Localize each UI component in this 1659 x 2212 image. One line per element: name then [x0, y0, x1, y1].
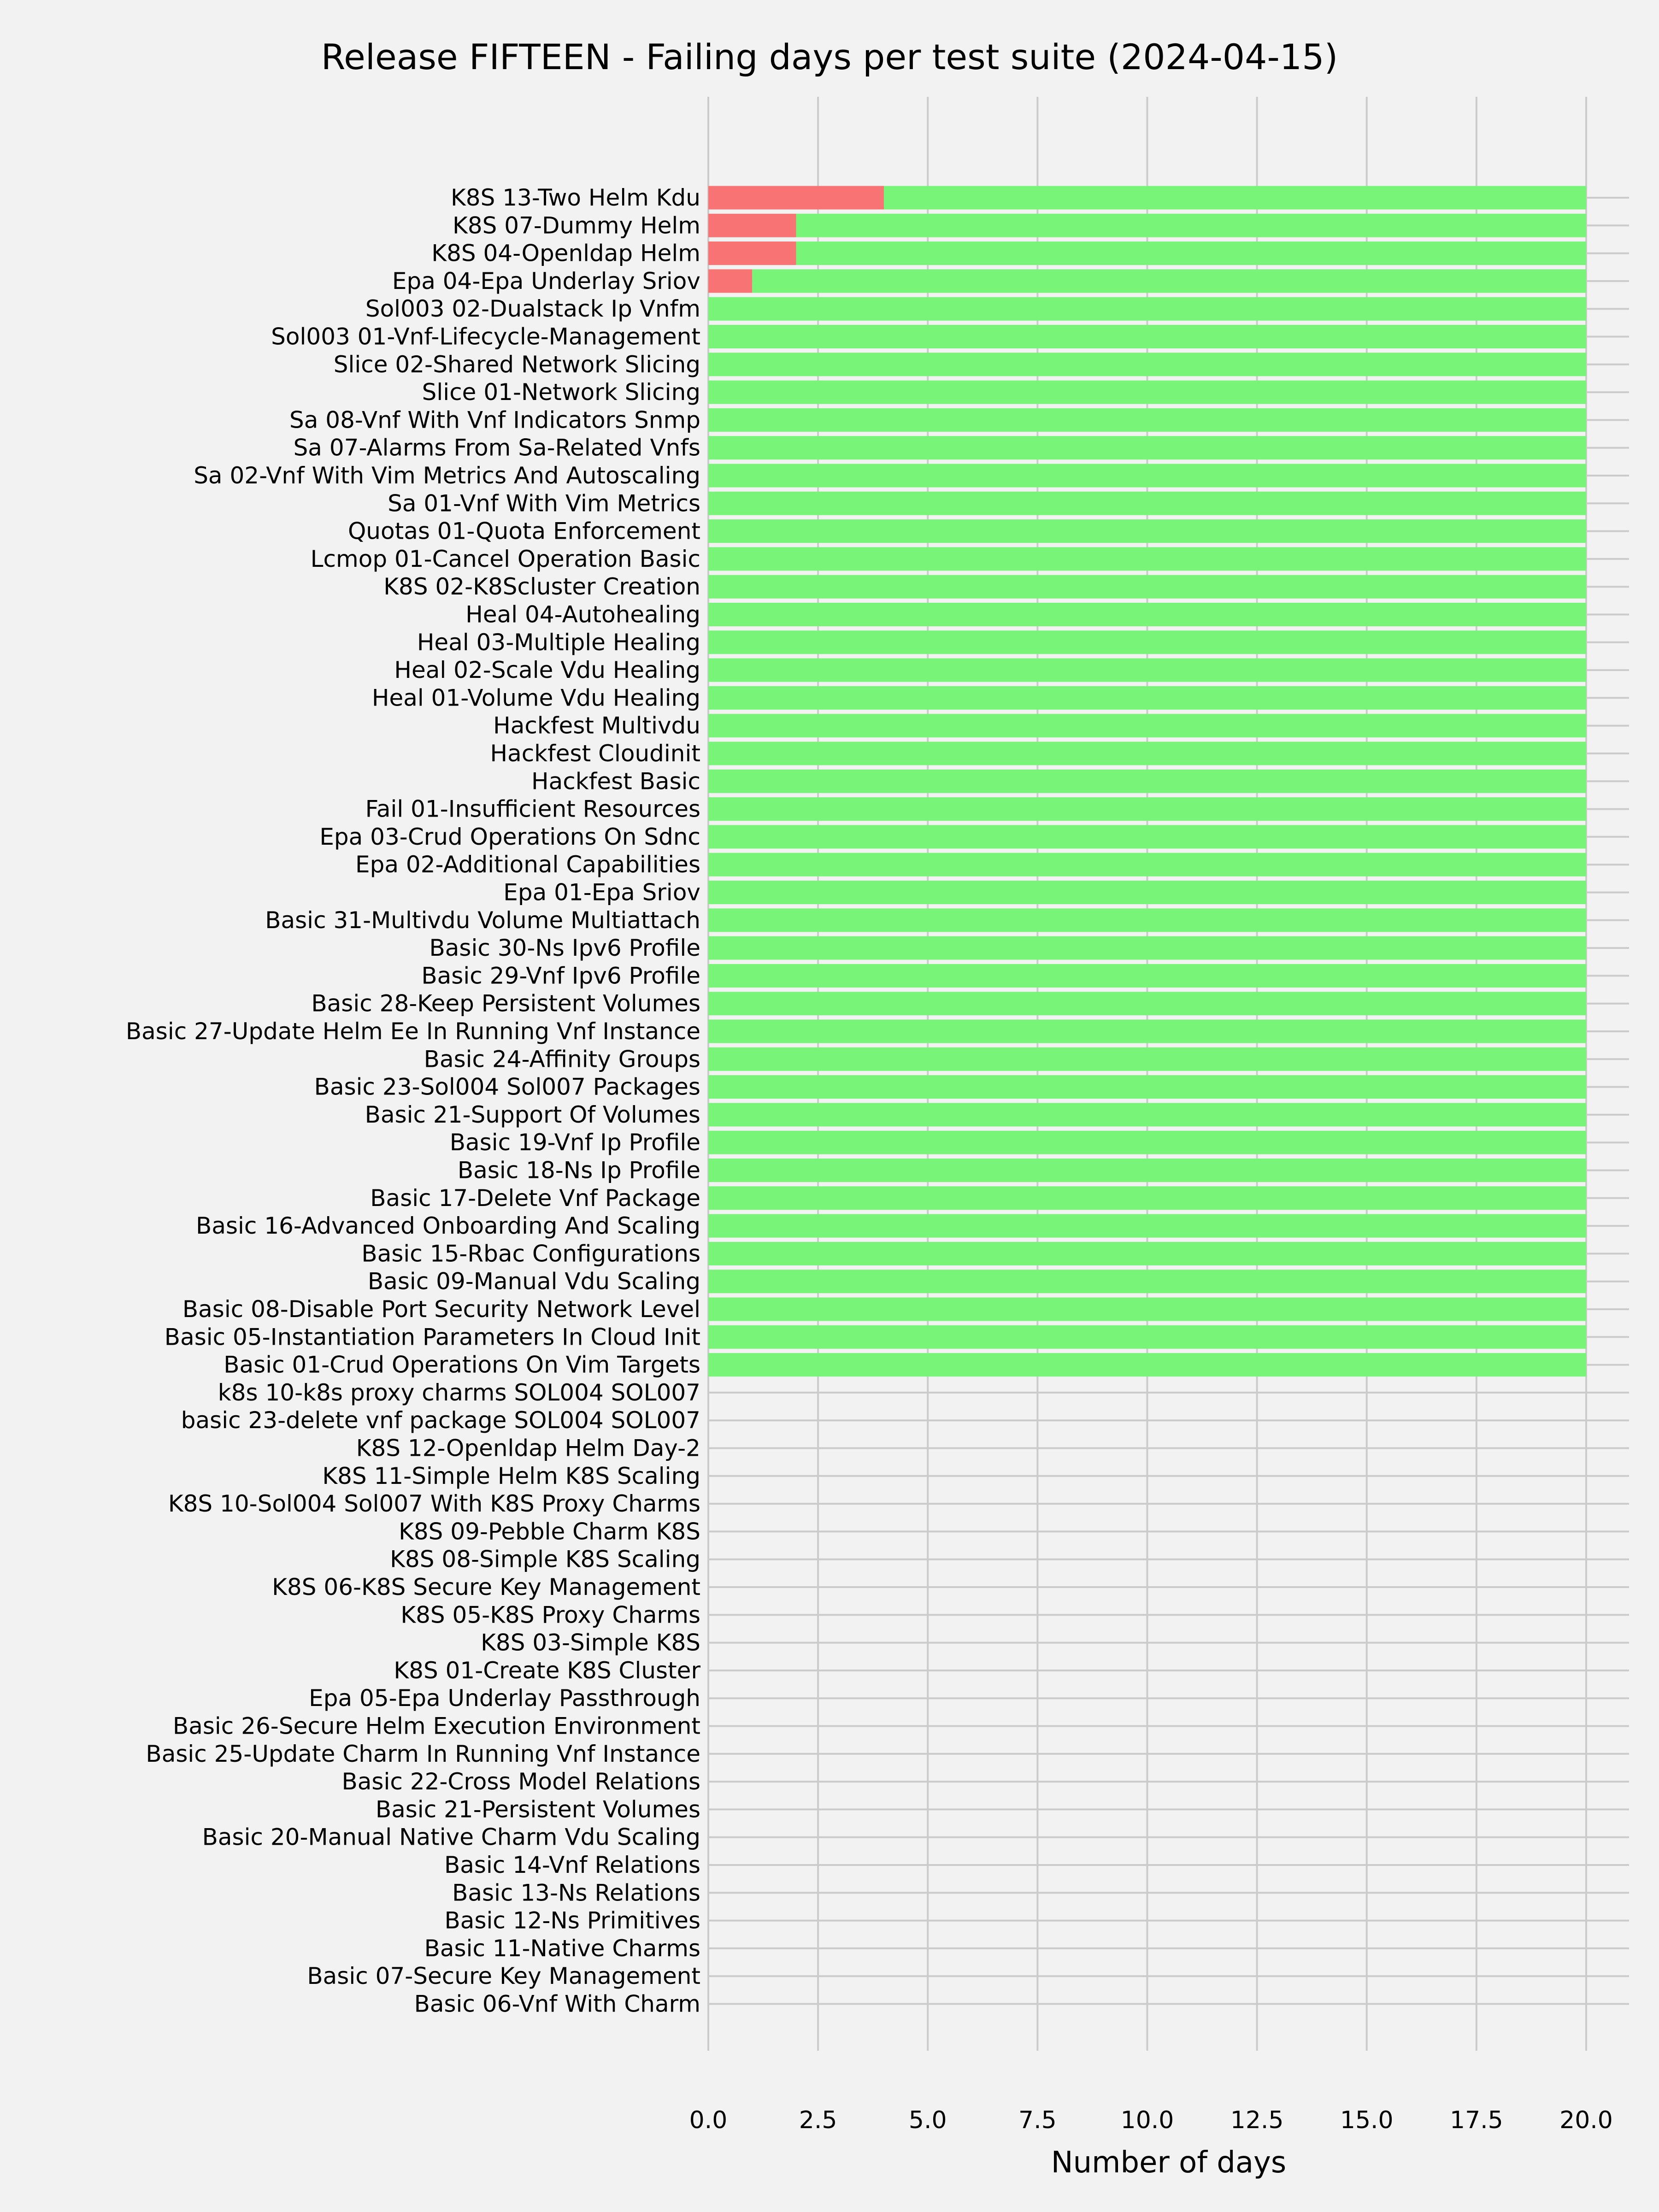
bars — [708, 186, 1586, 1377]
bar-failing — [708, 241, 796, 265]
y-tick-label: Quotas 01-Quota Enforcement — [347, 518, 700, 545]
y-tick-label: Sa 07-Alarms From Sa-Related Vnfs — [293, 434, 700, 461]
y-tick-label: Basic 18-Ns Ip Profile — [457, 1157, 700, 1184]
y-tick-label: K8S 01-Create K8S Cluster — [394, 1657, 700, 1684]
y-tick-label: Hackfest Basic — [531, 768, 700, 795]
bar-passing — [708, 436, 1586, 459]
y-tick-label: Basic 26-Secure Helm Execution Environment — [172, 1712, 700, 1740]
y-tick-label: Slice 02-Shared Network Slicing — [333, 351, 700, 378]
y-tick-label: Basic 29-Vnf Ipv6 Profile — [421, 962, 700, 989]
bar-passing — [708, 881, 1586, 904]
bar-passing — [708, 575, 1586, 599]
y-tick-label: Sa 08-Vnf With Vnf Indicators Snmp — [289, 406, 700, 434]
y-tick-label: Basic 19-Vnf Ip Profile — [449, 1129, 700, 1156]
y-tick-label: Basic 11-Native Charms — [424, 1935, 700, 1962]
bar-passing — [708, 1298, 1586, 1321]
y-tick-label: Basic 31-Multivdu Volume Multiattach — [265, 906, 700, 934]
bar-passing — [708, 964, 1586, 988]
x-tick-label: 7.5 — [1018, 2106, 1057, 2134]
bar-passing — [796, 241, 1587, 265]
y-tick-label: Sol003 01-Vnf-Lifecycle-Management — [271, 323, 700, 350]
bar-passing — [708, 1270, 1586, 1293]
y-tick-label: Basic 15-Rbac Configurations — [361, 1240, 700, 1267]
y-tick-label: Basic 09-Manual Vdu Scaling — [367, 1268, 700, 1295]
bar-passing — [708, 797, 1586, 821]
bar-passing — [708, 353, 1586, 376]
y-tick-label: K8S 11-Simple Helm K8S Scaling — [322, 1462, 700, 1489]
bar-passing — [708, 992, 1586, 1015]
y-tick-label: Fail 01-Insufficient Resources — [365, 795, 700, 823]
y-tick-label: Basic 24-Affinity Groups — [424, 1046, 700, 1073]
x-tick-label: 12.5 — [1230, 2106, 1284, 2134]
bar-passing — [708, 770, 1586, 793]
y-tick-label: Hackfest Cloudinit — [490, 740, 700, 767]
x-tick-label: 0.0 — [689, 2106, 728, 2134]
y-tick-label: Sa 01-Vnf With Vim Metrics — [388, 490, 700, 517]
bar-passing — [708, 825, 1586, 848]
y-tick-label: Basic 06-Vnf With Charm — [414, 1990, 700, 2018]
bar-passing — [708, 742, 1586, 765]
bar-passing — [708, 1131, 1586, 1154]
y-tick-label: Basic 01-Crud Operations On Vim Targets — [224, 1351, 700, 1378]
y-tick-label: Heal 04-Autohealing — [465, 601, 700, 628]
bar-passing — [708, 297, 1586, 321]
bar-passing — [708, 1159, 1586, 1182]
bar-passing — [708, 1075, 1586, 1099]
bar-passing — [708, 547, 1586, 571]
x-tick-label: 5.0 — [908, 2106, 947, 2134]
x-tick-label: 20.0 — [1559, 2106, 1613, 2134]
bar-passing — [708, 1020, 1586, 1043]
bar-passing — [708, 659, 1586, 682]
x-tick-labels — [689, 2106, 1613, 2134]
y-tick-label: Basic 13-Ns Relations — [452, 1879, 700, 1906]
bar-passing — [708, 464, 1586, 488]
y-tick-label: K8S 09-Pebble Charm K8S — [399, 1518, 700, 1545]
bar-passing — [708, 853, 1586, 877]
y-tick-label: K8S 03-Simple K8S — [481, 1629, 700, 1656]
y-tick-label: Epa 02-Additional Capabilities — [355, 851, 700, 878]
bar-passing — [708, 908, 1586, 932]
bar-passing — [796, 214, 1587, 237]
y-tick-label: Basic 20-Manual Native Charm Vdu Scaling — [202, 1824, 700, 1851]
y-tick-label: Epa 03-Crud Operations On Sdnc — [319, 823, 700, 850]
y-tick-label: Basic 05-Instantiation Parameters In Cloud Init — [164, 1324, 700, 1351]
y-tick-label: Basic 21-Persistent Volumes — [375, 1796, 700, 1823]
bar-passing — [708, 1214, 1586, 1238]
y-tick-label: Basic 07-Secure Key Management — [307, 1963, 700, 1990]
y-tick-label: Basic 23-Sol004 Sol007 Packages — [314, 1073, 700, 1100]
y-tick-label: Basic 16-Advanced Onboarding And Scaling — [196, 1212, 700, 1240]
bar-failing — [708, 214, 796, 237]
y-tick-label: Sa 02-Vnf With Vim Metrics And Autoscaling — [194, 462, 700, 489]
bar-passing — [708, 408, 1586, 432]
bar-failing — [708, 269, 752, 293]
y-tick-label: Epa 05-Epa Underlay Passthrough — [309, 1685, 700, 1712]
y-tick-label: K8S 07-Dummy Helm — [453, 212, 700, 239]
y-tick-label: K8S 02-K8Scluster Creation — [383, 573, 700, 600]
x-axis-label: Number of days — [1051, 2146, 1287, 2180]
bar-passing — [708, 1242, 1586, 1265]
y-tick-label: basic 23-delete vnf package SOL004 SOL007 — [181, 1407, 700, 1434]
y-tick-label: Heal 01-Volume Vdu Healing — [371, 684, 700, 712]
y-tick-label: Sol003 02-Dualstack Ip Vnfm — [365, 295, 700, 323]
y-tick-label: Basic 21-Support Of Volumes — [365, 1101, 700, 1128]
y-tick-label: K8S 08-Simple K8S Scaling — [390, 1546, 700, 1573]
bar-passing — [708, 1103, 1586, 1126]
x-tick-label: 10.0 — [1120, 2106, 1174, 2134]
y-tick-label: Basic 14-Vnf Relations — [444, 1852, 700, 1878]
bar-passing — [708, 1047, 1586, 1071]
y-tick-label: K8S 13-Two Helm Kdu — [450, 184, 700, 211]
y-tick-label: K8S 10-Sol004 Sol007 With K8S Proxy Charms — [168, 1490, 700, 1518]
y-tick-label: K8S 12-Openldap Helm Day-2 — [356, 1435, 700, 1462]
bar-passing — [884, 186, 1586, 210]
y-tick-label: Hackfest Multivdu — [493, 712, 700, 739]
y-tick-label: Basic 22-Cross Model Relations — [341, 1768, 700, 1795]
y-tick-label: K8S 04-Openldap Helm — [431, 240, 700, 267]
y-tick-label: Basic 28-Keep Persistent Volumes — [311, 990, 700, 1017]
y-tick-label: Basic 25-Update Charm In Running Vnf Instance — [146, 1740, 700, 1767]
bar-passing — [708, 630, 1586, 654]
y-tick-label: K8S 05-K8S Proxy Charms — [400, 1601, 700, 1629]
bar-passing — [708, 381, 1586, 404]
y-tick-label: Heal 03-Multiple Healing — [417, 629, 700, 656]
y-tick-label: Epa 01-Epa Sriov — [503, 879, 700, 906]
y-tick-label: Epa 04-Epa Underlay Sriov — [392, 267, 700, 294]
y-tick-label: Basic 27-Update Helm Ee In Running Vnf Instance — [125, 1018, 700, 1045]
y-tick-label: Basic 17-Delete Vnf Package — [370, 1184, 700, 1212]
y-tick-label: Basic 30-Ns Ipv6 Profile — [429, 935, 700, 962]
bar-passing — [708, 1186, 1586, 1210]
bar-passing — [708, 1325, 1586, 1349]
y-tick-label: k8s 10-k8s proxy charms SOL004 SOL007 — [218, 1379, 700, 1406]
bar-passing — [752, 269, 1586, 293]
bar-passing — [708, 519, 1586, 543]
bar-passing — [708, 936, 1586, 960]
x-tick-label: 15.0 — [1340, 2106, 1394, 2134]
x-tick-label: 17.5 — [1449, 2106, 1503, 2134]
y-tick-label: Heal 02-Scale Vdu Healing — [394, 657, 700, 684]
y-tick-label: Basic 12-Ns Primitives — [444, 1907, 700, 1934]
y-tick-label: K8S 06-K8S Secure Key Management — [272, 1574, 700, 1600]
y-tick-label: Basic 08-Disable Port Security Network Level — [182, 1296, 700, 1323]
bar-passing — [708, 492, 1586, 515]
y-tick-label: Lcmop 01-Cancel Operation Basic — [310, 545, 700, 572]
bar-failing — [708, 186, 884, 210]
bar-passing — [708, 1353, 1586, 1377]
y-tick-label: Slice 01-Network Slicing — [422, 379, 700, 406]
bar-passing — [708, 714, 1586, 737]
chart-title: Release FIFTEEN - Failing days per test suite (2024-04-15) — [321, 36, 1338, 77]
x-tick-label: 2.5 — [799, 2106, 837, 2134]
bar-passing — [708, 603, 1586, 626]
bar-passing — [708, 325, 1586, 348]
bar-passing — [708, 686, 1586, 710]
